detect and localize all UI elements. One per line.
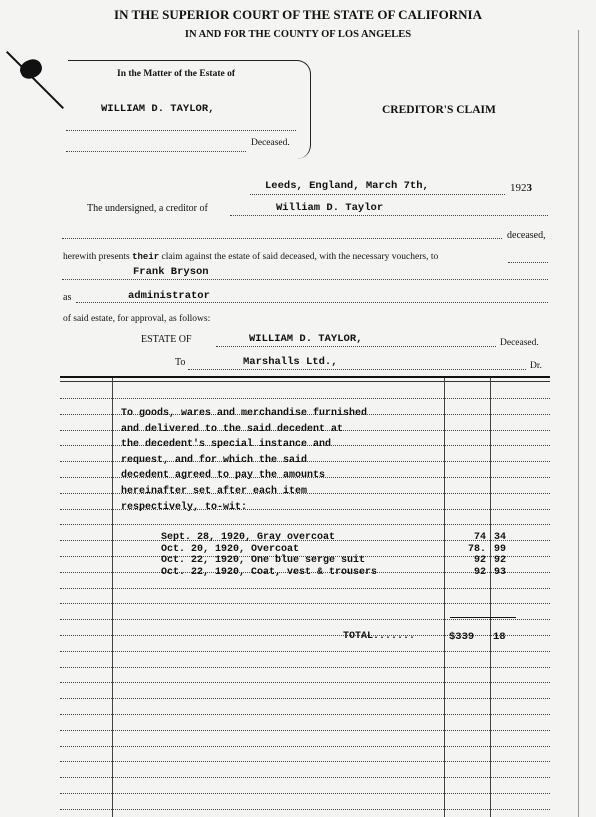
matter-label: In the Matter of the Estate of (117, 69, 236, 79)
ledger-items (161, 532, 377, 578)
to-line (188, 369, 526, 370)
ledger-rule-line (60, 682, 550, 683)
item-dollar-amount: 78. (467, 543, 486, 555)
blank-line-1 (62, 238, 502, 239)
date-line (250, 194, 505, 195)
recipient-line (62, 279, 548, 280)
caption-line-1 (66, 130, 296, 131)
ledger-rule-line (60, 588, 550, 589)
estate-deceased: Deceased. (500, 338, 539, 348)
total-dollars: $339 (449, 631, 475, 643)
ledger-rule-line (60, 777, 550, 778)
total-rule (450, 617, 516, 618)
col-rule-dollars (444, 378, 445, 817)
creditor-lead: The undersigned, a creditor of (87, 203, 208, 214)
year-suffix: 3 (526, 182, 532, 194)
description-line: and delivered to the said decedent at (121, 423, 344, 435)
description-line: respectively, to-wit: (121, 501, 248, 513)
description-line: the decedent's special instance and (121, 439, 332, 451)
presents-rest: claim against the estate of said deceased, with the necessary vouchers, to (161, 252, 439, 262)
court-county: IN AND FOR THE COUNTY OF LOS ANGELES (184, 29, 412, 40)
description-line: hereinafter set after each item (121, 485, 308, 497)
description-line: To goods, wares and merchandise furnished (121, 408, 368, 419)
ledger-rule-line (60, 793, 550, 794)
caption-line-2 (66, 151, 246, 152)
item-cent-amount: 34 (494, 532, 507, 543)
item-dollar-amount: 92 (473, 555, 486, 566)
ledger-rule-line (60, 619, 550, 620)
deceased-label: Deceased. (251, 138, 290, 148)
ledger-rule-line (60, 761, 550, 762)
total-label: TOTAL....... (343, 631, 416, 642)
creditor-name: Marshalls Ltd., (243, 356, 338, 368)
ledger-description (121, 406, 367, 515)
claim-title: CREDITOR'S CLAIM (382, 104, 496, 116)
item-dollar-amount: 74 (473, 532, 486, 543)
item-dollars (444, 532, 486, 578)
item-description: Sept. 28, 1920, Gray overcoat (161, 532, 336, 543)
col-rule-desc (112, 378, 113, 817)
creditor-of: William D. Taylor (276, 202, 384, 214)
deceased-word: deceased, (507, 230, 546, 241)
ledger-rule-line (60, 809, 550, 810)
dr-label: Dr. (530, 361, 542, 371)
total-cents: 18 (493, 631, 506, 643)
ledger-rule-line (60, 698, 550, 699)
item-description: Oct. 20, 1920, Overcoat (161, 543, 300, 555)
ledger-rule-line (60, 635, 550, 636)
item-description: Oct. 22, 1920, One blue serge suit (161, 555, 366, 566)
presents-lead: herewith presents (63, 252, 130, 262)
description-line: decedent agreed to pay the amounts (121, 470, 326, 482)
ledger-rule-line (60, 667, 550, 668)
year-prefix: 192 (510, 182, 527, 194)
place-date: Leeds, England, March 7th, (265, 180, 429, 192)
ledger-rule-line (60, 746, 550, 747)
recipient: Frank Bryson (133, 266, 209, 278)
to-label: To (175, 357, 186, 368)
approval-text: of said estate, for approval, as follows: (63, 314, 211, 324)
presents-pronoun: their (132, 252, 160, 262)
presents-end-line (508, 262, 548, 263)
decedent-name: WILLIAM D. TAYLOR, (101, 103, 215, 115)
creditor-line (230, 215, 548, 216)
ledger-rule-line (60, 651, 550, 652)
ledger-rule-line (60, 398, 550, 399)
capacity: administrator (128, 290, 210, 302)
item-cent-amount: 99 (494, 543, 507, 555)
col-rule-cents (490, 378, 491, 817)
ledger-rule-line (60, 730, 550, 731)
ledger-rule-line (60, 524, 550, 525)
court-title: IN THE SUPERIOR COURT OF THE STATE OF CALIFORNIA (114, 7, 482, 22)
presents-line (63, 252, 438, 262)
ledger-top-rule-2 (60, 381, 550, 382)
item-description: Oct. 22, 1920, Coat, vest & trousers (161, 566, 378, 578)
description-line: request, and for which the said (121, 454, 308, 466)
item-cent-amount: 93 (494, 566, 507, 578)
capacity-line (76, 302, 548, 303)
estate-of-label: ESTATE OF (141, 334, 192, 345)
estate-line (216, 346, 496, 347)
ledger-rule-line (60, 603, 550, 604)
year (510, 182, 532, 194)
page-edge-rule (578, 30, 579, 817)
as-label: as (63, 292, 72, 303)
item-cents (494, 532, 506, 578)
item-cent-amount: 92 (494, 555, 507, 566)
ledger-top-rule (60, 376, 550, 378)
item-dollar-amount: 92 (473, 566, 486, 578)
estate-name: WILLIAM D. TAYLOR, (249, 333, 363, 345)
ledger-rule-line (60, 714, 550, 715)
